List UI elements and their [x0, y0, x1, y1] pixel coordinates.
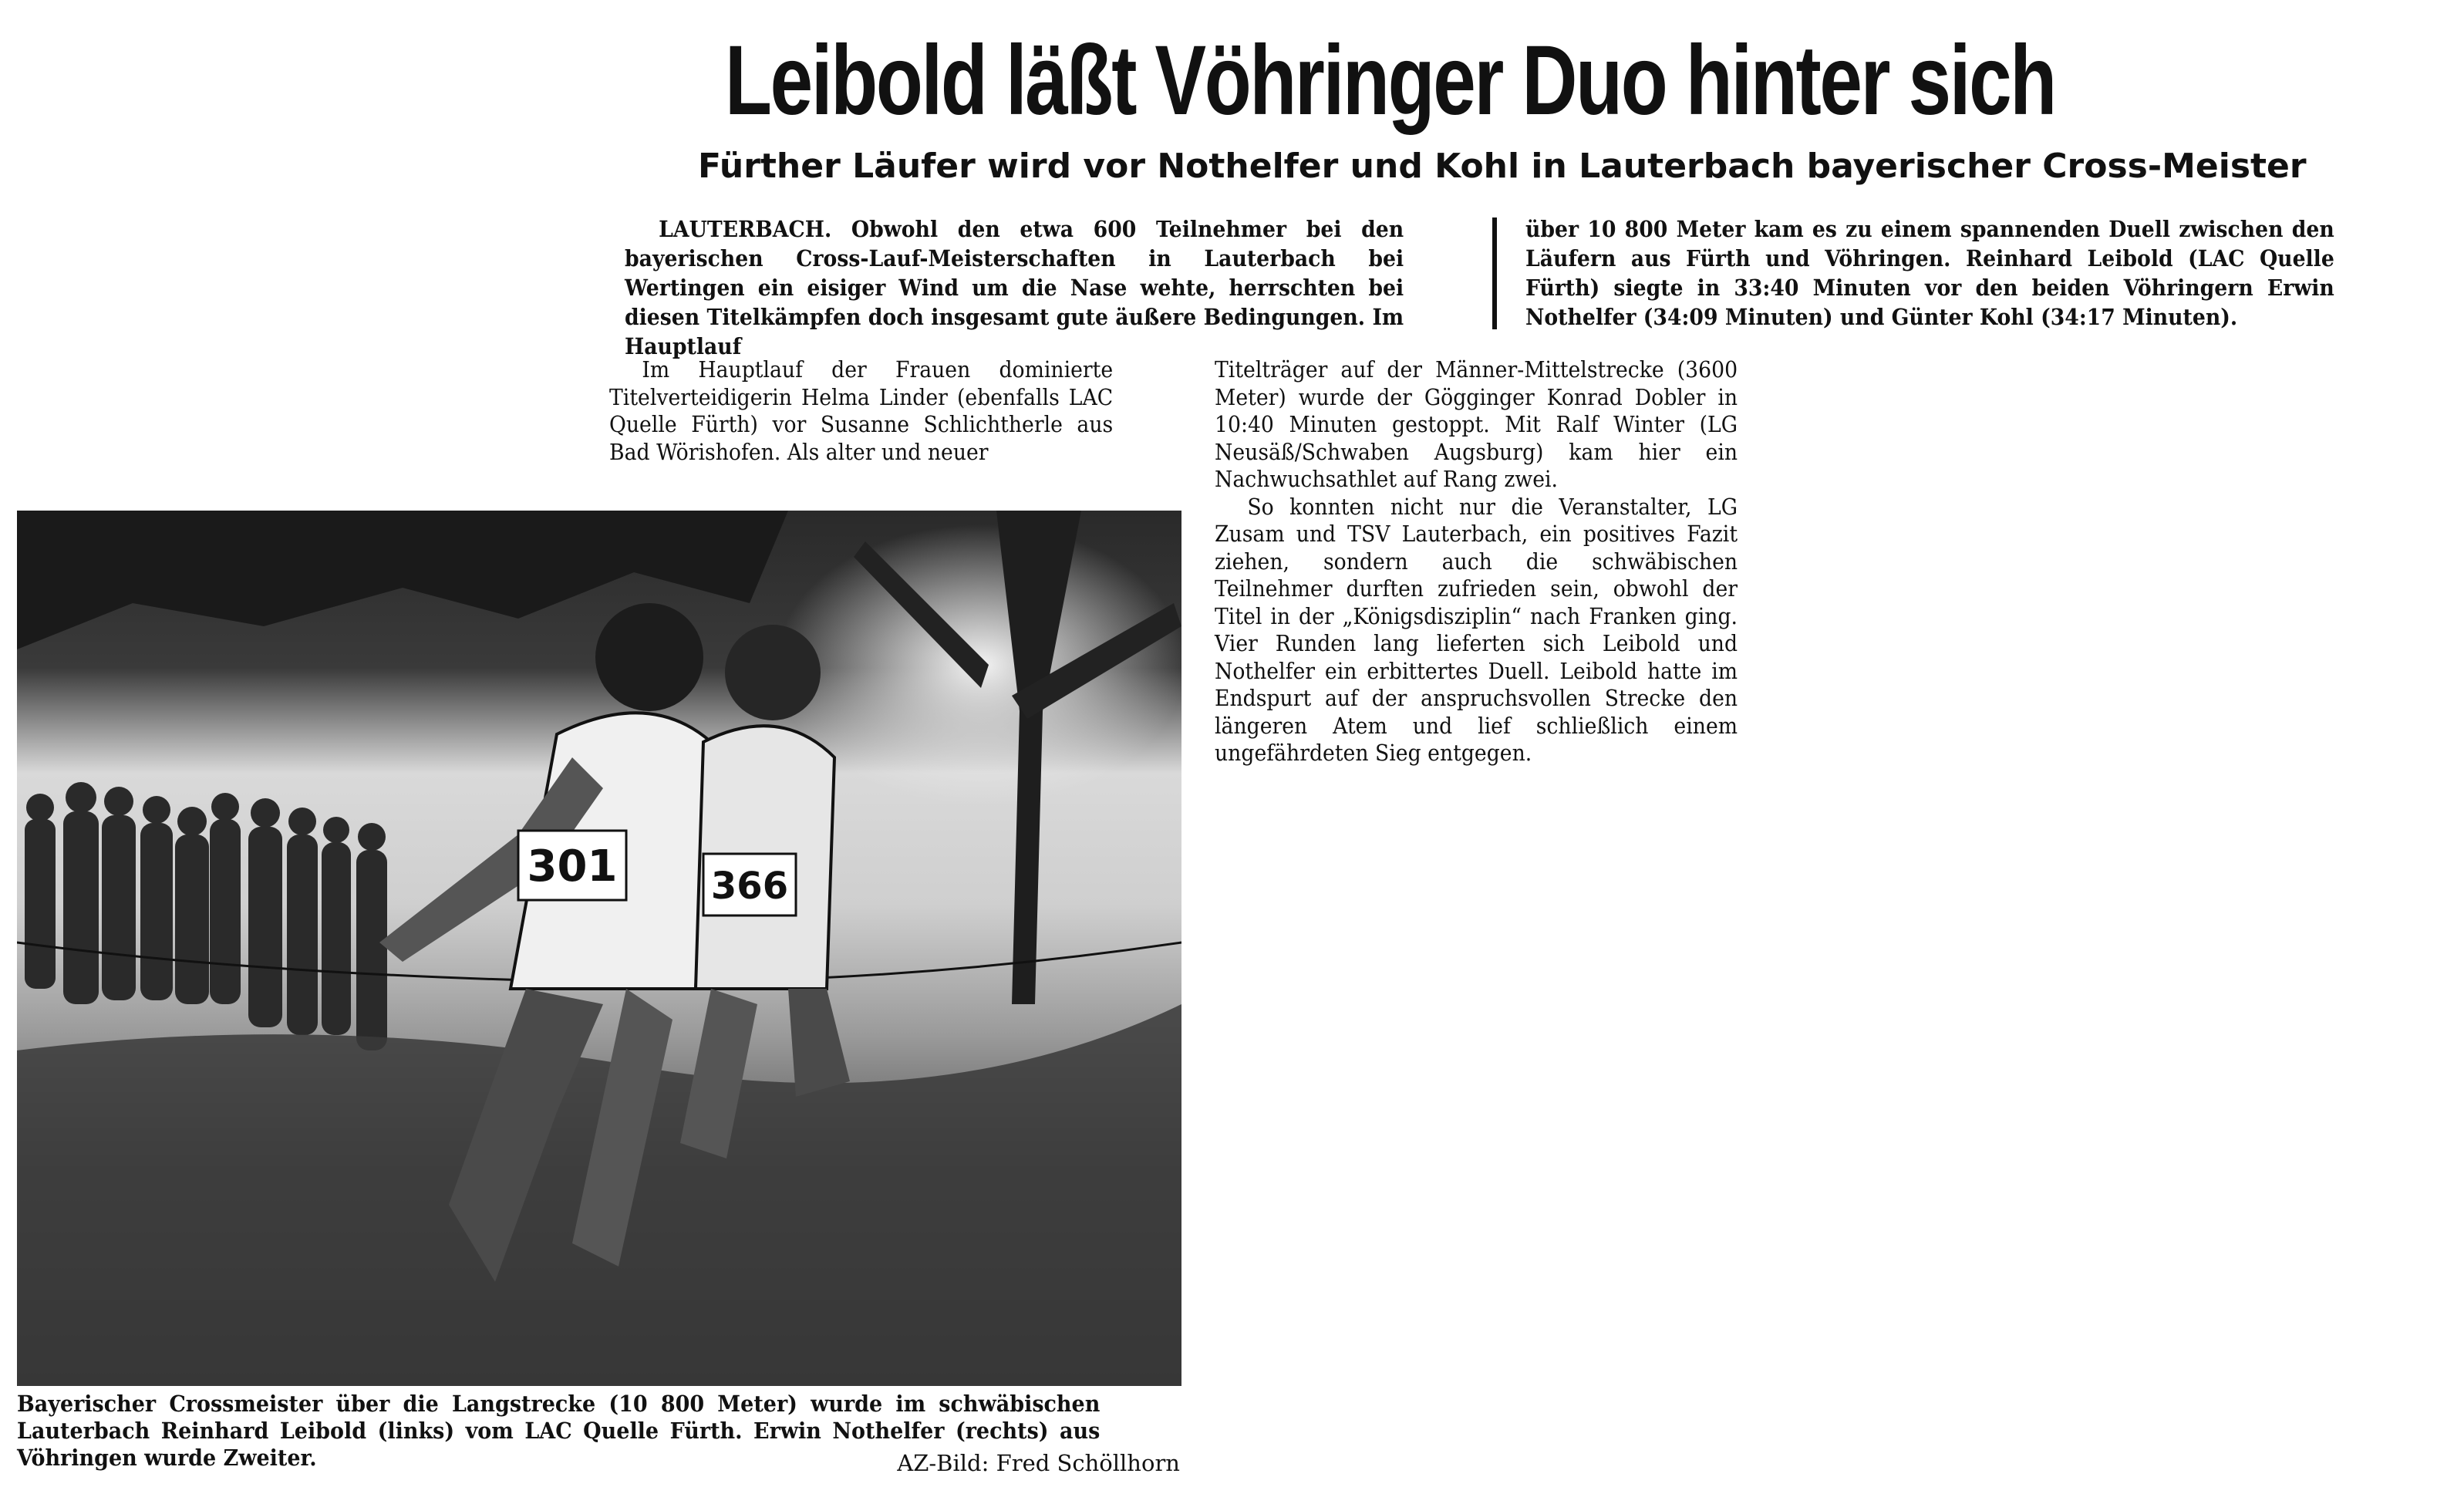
lead-column-divider: [1492, 217, 1497, 329]
subheadline: Fürther Läufer wird vor Nothelfer und Kohl in Lauterbach bayerischer Cross-Meister: [698, 147, 2307, 186]
body-column-1: [609, 356, 1113, 466]
race-photo: [17, 511, 1181, 1386]
bib-number-right: 366: [710, 865, 789, 908]
runner-right: [680, 625, 850, 1158]
photo-caption: Bayerischer Crossmeister über die Langstrecke (10 800 Meter) wurde im schwäbischen Lauterbach Reinhard Leibold (links) vom LAC Quelle Fürth. Erwin Nothelfer (rechts) aus Vöhringen wurde Zweiter.: [17, 1391, 1101, 1471]
runners-illustration: [17, 511, 1181, 1386]
photo-credit: AZ-Bild: Fred Schöllhorn: [897, 1450, 1180, 1476]
bib-number-left: 301: [527, 841, 618, 892]
body-paragraph: Im Hauptlauf der Frauen dominierte Titelverteidigerin Helma Linder (ebenfalls LAC Quelle Fürth) vor Susanne Schlichtherle aus Bad Wörishofen. Als alter und neuer: [609, 356, 1114, 465]
body-paragraph: Titelträger auf der Männer-Mittelstrecke (3600 Meter) wurde der Gögginger Konrad Dobler in 10:40 Minuten gestoppt. Mit Ralf Winter (LG Neusäß/Schwaben Augsburg) kam hier ein Nachwuchsathlet auf Rang zwei.: [1215, 356, 1738, 492]
lead-paragraph-left: LAUTERBACH. Obwohl den etwa 600 Teilnehmer bei den bayerischen Cross-Lauf-Meisterschaften in Lauterbach bei Wertingen ein eisiger Wind um die Nase wehte, herrschten bei diesen Titelkämpfen doch insgesamt gute äußere Bedingungen. Im Hauptlauf: [625, 216, 1404, 359]
body-column-2: [1215, 356, 1738, 767]
body-paragraph: So konnten nicht nur die Veranstalter, LG Zusam und TSV Lauterbach, ein positives Fazit ziehen, sondern auch die schwäbischen Teilnehmer durften zufrieden sein, obwohl der Titel in der „Königsdisziplin“ nach Franken ging. Vier Runden lang lieferten sich Leibold und Nothelfer ein erbittertes Duell. Leibold hatte im Endspurt auf der anspruchsvollen Strecke den längeren Atem und lief schließlich einem ungefährdeten Sieg entgegen.: [1215, 493, 1738, 766]
lead-paragraph-right: über 10 800 Meter kam es zu einem spannenden Duell zwischen den Läufern aus Fürth und Vöhringen. Reinhard Leibold (LAC Quelle Fürth) siegte in 33:40 Minuten vor den beiden Vöhringern Erwin Nothelfer (34:09 Minuten) und Günter Kohl (34:17 Minuten).: [1525, 216, 2334, 330]
headline: Leibold läßt Vöhringer Duo hinter sich: [725, 25, 2055, 136]
spectators: [25, 782, 387, 1050]
